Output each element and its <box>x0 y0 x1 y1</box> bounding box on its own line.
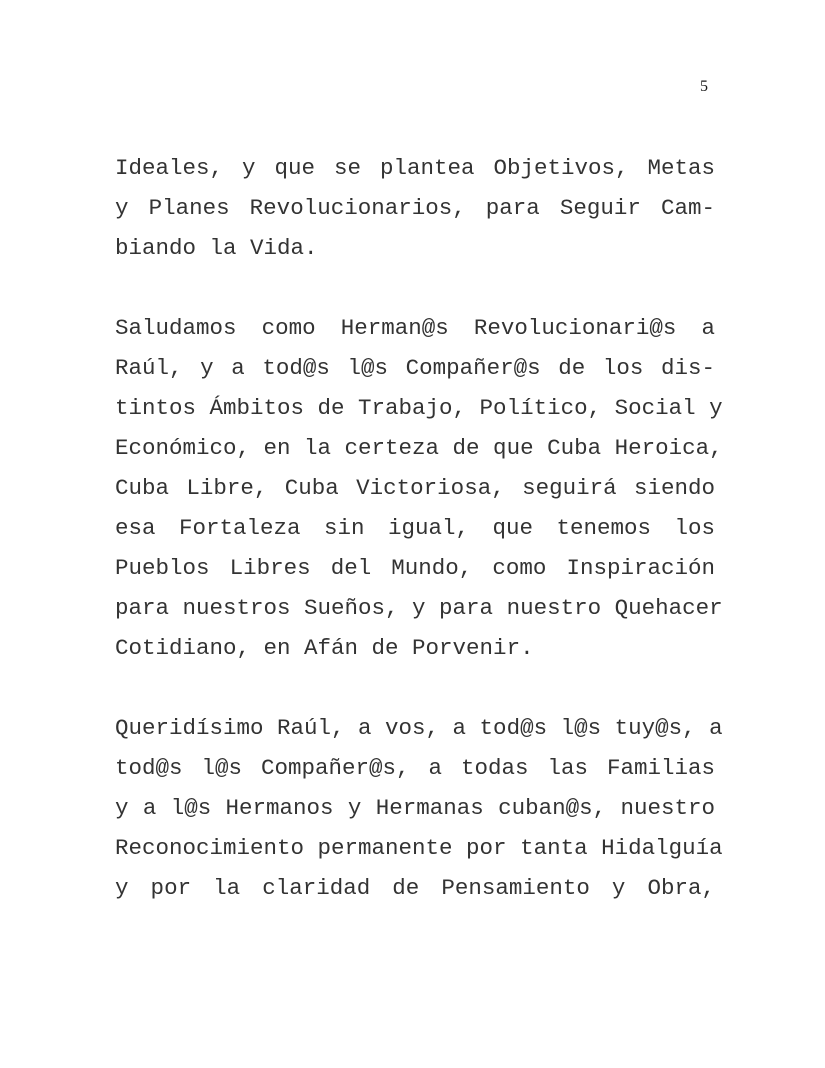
text-line: y por la claridad de Pensamiento y Obra, <box>115 875 715 901</box>
text-line: Cuba Libre, Cuba Victoriosa, seguirá siendo <box>115 475 715 501</box>
text-line: Queridísimo Raúl, a vos, a tod@s l@s tuy@s, a <box>115 715 723 741</box>
page-number: 5 <box>700 78 708 95</box>
text-line: Pueblos Libres del Mundo, como Inspiración <box>115 555 715 581</box>
text-line: Reconocimiento permanente por tanta Hidalguía <box>115 835 723 861</box>
text-line: Ideales, y que se plantea Objetivos, Metas <box>115 155 715 181</box>
text-line: esa Fortaleza sin igual, que tenemos los <box>115 515 715 541</box>
text-line: biando la Vida. <box>115 235 318 261</box>
text-line: y a l@s Hermanos y Hermanas cuban@s, nuestro <box>115 795 715 821</box>
text-line: Económico, en la certeza de que Cuba Heroica, <box>115 435 723 461</box>
text-line: Cotidiano, en Afán de Porvenir. <box>115 635 534 661</box>
text-line: y Planes Revolucionarios, para Seguir Cam- <box>115 195 715 221</box>
paragraph-2 <box>115 308 723 668</box>
paragraph-1 <box>115 148 715 268</box>
paragraph-3 <box>115 708 723 908</box>
text-line: Saludamos como Herman@s Revolucionari@s a <box>115 315 715 341</box>
body-text <box>115 148 723 908</box>
text-line: tod@s l@s Compañer@s, a todas las Familias <box>115 755 715 781</box>
text-line: Raúl, y a tod@s l@s Compañer@s de los dis- <box>115 355 715 381</box>
text-line: para nuestros Sueños, y para nuestro Quehacer <box>115 595 723 621</box>
text-line: tintos Ámbitos de Trabajo, Político, Social y <box>115 395 723 421</box>
